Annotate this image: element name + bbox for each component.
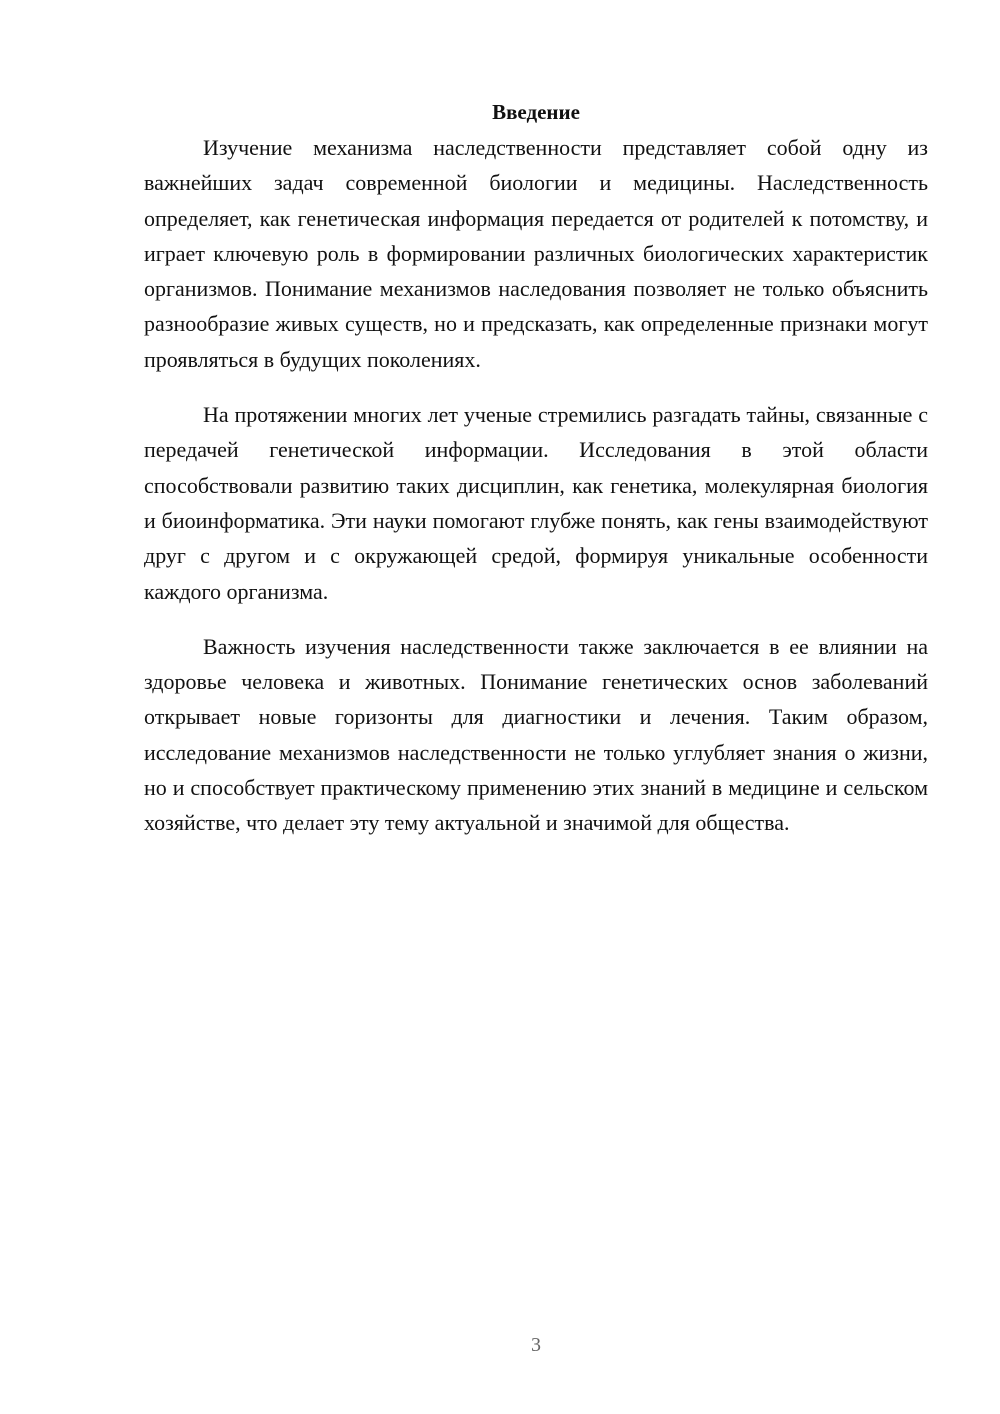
paragraph-2: На протяжении многих лет ученые стремились разгадать тайны, связанные с передачей генетической информации. Исследования в этой области способствовали развитию таких дисциплин, как генетика, молекулярная биология и биоинформатика. Эти науки помогают глубже понять, как гены взаимодействуют друг с другом и с окружающей средой, формируя уникальные особенности каждого организма. <box>144 402 928 604</box>
page-number: 3 <box>531 1334 541 1356</box>
page-content <box>144 96 928 841</box>
paragraph-3: Важность изучения наследственности также заключается в ее влиянии на здоровье человека и животных. Понимание генетических основ заболеваний открывает новые горизонты для диагностики и лечения. Таким образом, исследование механизмов наследственности не только углубляет знания о жизни, но и способствует практическому применению этих знаний в медицине и сельском хозяйстве, что делает эту тему актуальной и значимой для общества. <box>144 633 928 836</box>
section-title: Введение <box>492 100 580 124</box>
paragraph-1: Изучение механизма наследственности представляет собой одну из важнейших задач современной биологии и медицины. Наследственность определяет, как генетическая информация передается от родителей к потомству, и играет ключевую роль в формировании различных биологических характеристик организмов. Понимание механизмов наследования позволяет не только объяснить разнообразие живых существ, но и предсказать, как определенные признаки могут проявляться в будущих поколениях. <box>144 135 928 372</box>
